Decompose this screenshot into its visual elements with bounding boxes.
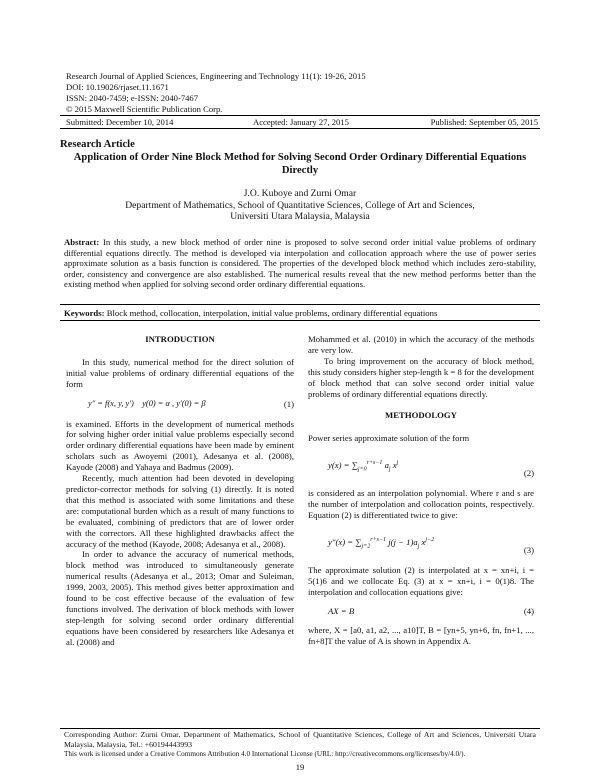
right-paragraph-2: To bring improvement on the accuracy of block method, this study considers higher step-length k = 8 for the development of block method that can solve second order initial value problems of ordinary differential equations directly. (308, 355, 534, 399)
right-paragraph-1: Mohammed et al. (2010) in which the accuracy of the methods are very low. (308, 334, 534, 355)
method-paragraph-1: Power series approximate solution of the form (308, 433, 470, 444)
abstract-label: Abstract: (64, 237, 100, 247)
equation-1-number: (1) (283, 398, 294, 409)
right-column (308, 334, 534, 646)
abstract-rule (60, 304, 540, 305)
equation-3 (308, 529, 534, 559)
doi-line: DOI: 10.19026/rjaset.11.1671 (66, 82, 169, 92)
equation-4-number: (4) (523, 605, 534, 616)
license-note: This work is licensed under a Creative Commons Attribution 4.0 International License (URL: http://creativecommons.org/licenses/by/4.0/). (64, 750, 466, 758)
introduction-heading: INTRODUCTION (145, 334, 215, 344)
keywords-text: Block method, collocation, interpolation, initial value problems, ordinary differential equations (104, 308, 438, 318)
equation-2 (308, 452, 534, 482)
equation-4 (308, 606, 534, 617)
corresponding-author: Corresponding Author: Zurni Omar, Department of Mathematics, School of Quantitative Sciences, College of Art and Sciences, Universiti Utara Malaysia, Malaysia, Tel.: +60194443993 (64, 730, 536, 749)
method-paragraph-4: where, X = [a0, a1, a2, ..., a10]T, B = [yn+5, yn+6, fn, fn+1, ..., fn+8]T the value of A is shown in Appendix A. (308, 624, 534, 646)
method-paragraph-3: The approximate solution (2) is interpolated at x = xn+i, i = 5(1)6 and we collocate Eq. (3) at x = xn+i, i = 0(1)8. The interpolation and collocation equations give: (308, 564, 534, 597)
equation-1 (66, 399, 294, 410)
equation-2-number: (2) (523, 467, 534, 478)
intro-paragraph-4: In order to advance the accuracy of numerical methods, block method was introduced to simultaneously generate numerical results (Adesanya et al., 2013; Omar and Suleiman, 1999, 2003, 2005). This method gives better approximation and found to be cost effective because of the evaluation of few functions involved. The derivation of block methods with lower step-length for solving second order ordinary differential equations have been considered by researchers like Adesanya et al. (2008) and (66, 549, 294, 647)
equation-3-number: (3) (523, 544, 534, 555)
intro-paragraph-2: is examined. Efforts in the development of numerical methods for solving higher order initial value problems especially second order ordinary differential equations have been made by eminent scholars such as Awoyemi (2001), Adesanya et al. (2008), Kayode (2008) and Yahaya and Badmus (2009). (66, 418, 294, 473)
keywords (64, 308, 536, 318)
keywords-label: Keywords: (64, 308, 105, 318)
abstract-text: In this study, a new block method of order nine is proposed to solve second order initial value problems of ordinary differential equations directly. The method is developed via interpolation and collocation approach where the use of power series approximate solution as a basis function is considered. The properties of the developed block method which includes zero-stability, order, consistency and convergence are also established. The numerical results reveal that the new method performs better than the existing method when applied for solving second order ordinary differential equations. (64, 237, 536, 290)
affiliation-line-2: Universiti Utara Malaysia, Malaysia (230, 211, 370, 222)
paper-title: Application of Order Nine Block Method for Solving Second Order Ordinary Differential Equations Directly (73, 152, 527, 176)
affiliation-line-1: Department of Mathematics, School of Quantitative Sciences, College of Art and Sciences, (125, 200, 475, 211)
equation-3-body: $y''(x) = \sum_{j=2}^{r+s-1}$ $j(j - 1)a_j$ $x^{j-2}$ (328, 537, 435, 550)
header-rule-top (60, 115, 540, 116)
article-type: Research Article (60, 139, 135, 150)
methodology-heading: METHODOLOGY (385, 410, 457, 421)
equation-4-body: AX = B (328, 605, 355, 616)
left-column (66, 334, 294, 648)
journal-line: Research Journal of Applied Sciences, Engineering and Technology 11(1): 19-26, 2015 (66, 71, 366, 81)
page-number: 19 (295, 762, 305, 772)
footer-rule (60, 728, 540, 729)
submitted-date: Submitted: December 10, 2014 (66, 117, 174, 127)
issn-line: ISSN: 2040-7459; e-ISSN: 2040-7467 (66, 93, 199, 103)
equation-2-body: $y(x) = \sum_{j=0}^{r+s-1}$ $a_j$ $x^j$ (328, 460, 399, 474)
keywords-rule (60, 320, 540, 321)
copyright-line: © 2015 Maxwell Scientific Publication Corp. (66, 104, 223, 114)
abstract (64, 237, 536, 290)
published-date: Published: September 05, 2015 (430, 117, 538, 127)
authors: J.O. Kuboye and Zurni Omar (243, 188, 357, 199)
intro-paragraph-3: Recently, much attention had been devoted in developing predictor-corrector methods for solving (1) directly. It is noted that this method is associated with some limitations and these are: computational burden which as a result of many functions to be evaluated, combining of predictors that are of lower order with the correctors. All these highlighted drawbacks affect the accuracy of the method (Kayode, 2008; Adesanya et al., 2008). (66, 473, 294, 549)
equation-1-body: y″ = f(x, y, y′) y(0) = α , y′(0) = β (88, 398, 206, 408)
method-paragraph-2: is considered as an interpolation polynomial. Where r and s are the number of interpolation and collocation points, respectively. Equation (2) is differentiated twice to give: (308, 488, 534, 521)
intro-paragraph-1: In this study, numerical method for the direct solution of initial value problems of ordinary differential equations of the form (66, 356, 294, 389)
header-rule-bottom (60, 128, 540, 129)
accepted-date: Accepted: January 27, 2015 (253, 117, 349, 127)
